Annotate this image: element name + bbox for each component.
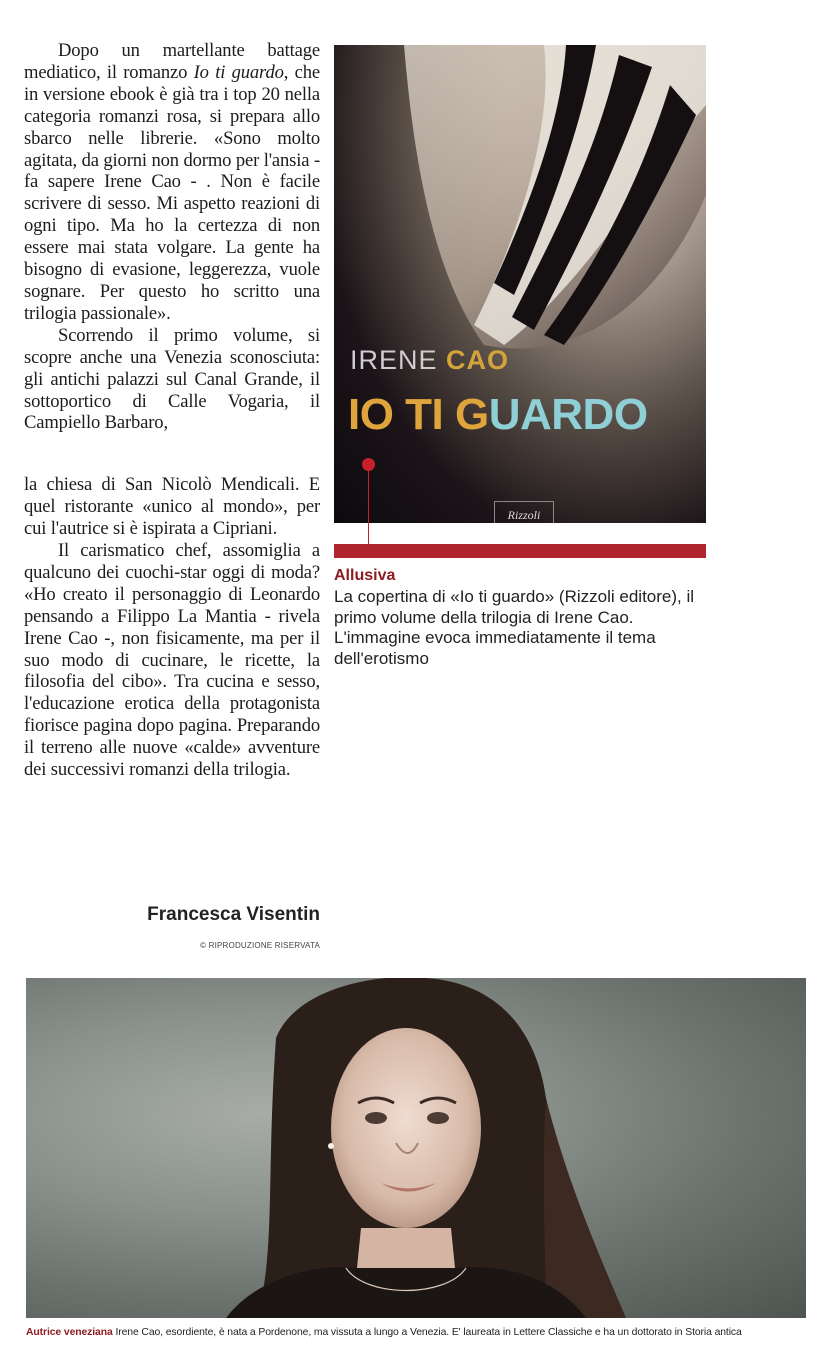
author-portrait-photo [26, 978, 806, 1318]
cover-caption-text: La copertina di «Io ti guardo» (Rizzoli editore), il primo volume della trilogia di Irene Cao. L'immagine evoca immediatamente il tema dell'erotismo [334, 587, 695, 668]
photo-caption-title: Autrice veneziana [26, 1327, 113, 1338]
article-paragraph-1: Dopo un martellante battage mediatico, il romanzo Io ti guardo, che in versione ebook è già tra i top 20 nella categoria romanzi rosa, si prepara allo sbarco nelle librerie. «Sono molto agitata, da giorni non dormo per l'ansia - fa sapere Irene Cao - . Non è facile scrivere di sesso. Mi aspetto reazioni di ogni tipo. Ma ho la certezza di non essere mai stata volgare. La gente ha bisogno di evasione, leggerezza, vuole sognare. Per questo ho scritto una trilogia passionale». [24, 40, 320, 324]
article-paragraph-4: Il carismatico chef, assomiglia a qualcuno dei cuochi-star oggi di moda? «Ho creato il personaggio di Leonardo pensando a Filippo La Mantia - rivela Irene Cao -, non fisicamente, ma per il suo modo di cucinare, le ricette, la filosofia del cibo». Tra cucina e sesso, l'educazione erotica della protagonista fiorisce pagina dopo pagina. Preparando il terreno alle nuove «calde» avventure dei successivi romanzi della trilogia. [24, 540, 320, 781]
cover-artwork [334, 45, 706, 523]
author-byline: Francesca Visentin [147, 904, 320, 925]
book-cover-image [334, 45, 706, 523]
article-body [24, 40, 320, 781]
callout-dot [362, 458, 375, 471]
article-paragraph-2: Scorrendo il primo volume, si scopre anche una Venezia sconosciuta: gli antichi palazzi sul Canal Grande, il sottoportico di Calle Vogaria, il Campiello Barbaro, [24, 324, 320, 434]
copyright-notice: © RIPRODUZIONE RISERVATA [200, 941, 320, 950]
caption-accent-bar [334, 544, 706, 558]
publisher-logo: Rizzoli [494, 501, 554, 523]
portrait-artwork [26, 978, 806, 1318]
book-title-italic: Io ti guardo [193, 61, 284, 83]
cover-caption-title: Allusiva [334, 567, 396, 584]
cover-author-name: IRENE CAO [350, 345, 510, 375]
photo-caption [26, 1327, 816, 1338]
callout-line [368, 471, 369, 544]
photo-caption-text: Irene Cao, esordiente, è nata a Pordenone, ma vissuta a lungo a Venezia. E' laureata in Lettere Classiche e ha un dottorato in Storia antica [112, 1327, 742, 1338]
cover-book-title: IO TI GUARDO [348, 390, 648, 439]
article-paragraph-3: la chiesa di San Nicolò Mendicali. E quel ristorante «unico al mondo», per cui l'autrice si è ispirata a Cipriani. [24, 474, 320, 540]
